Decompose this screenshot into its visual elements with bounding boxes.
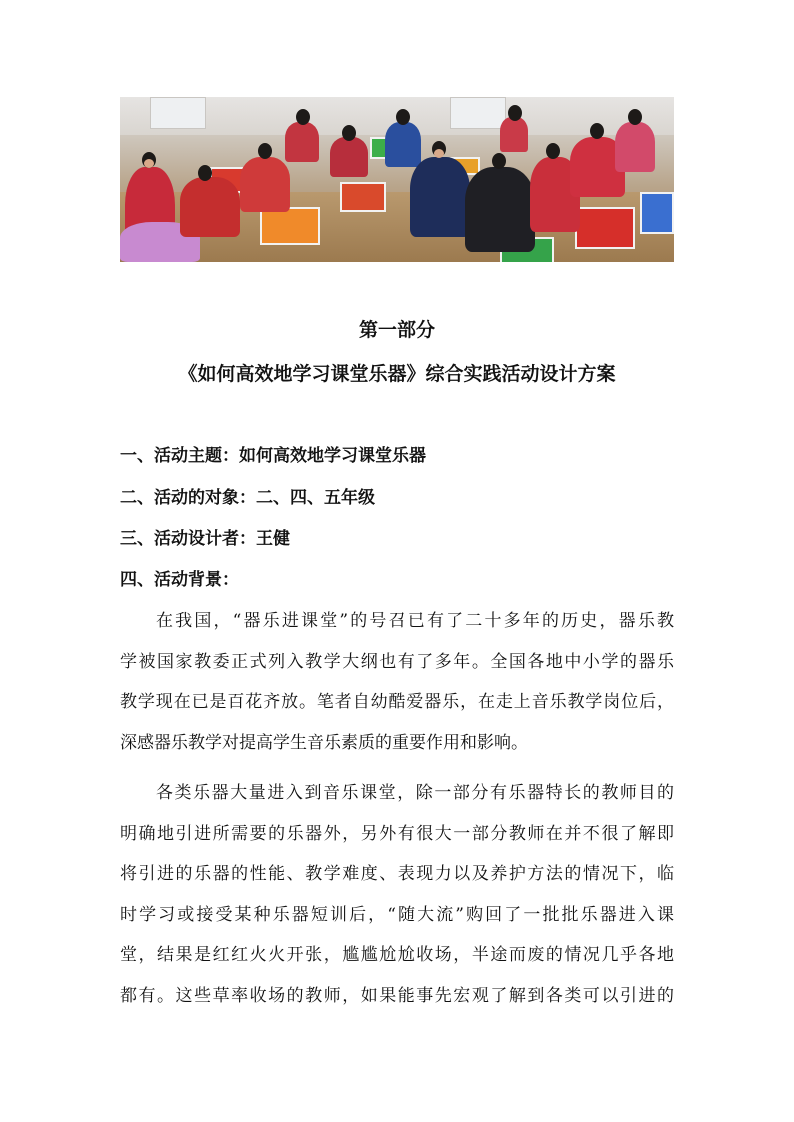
photo-student (615, 122, 655, 172)
photo-head (628, 109, 642, 125)
paragraph-line: 各类乐器大量进入到音乐课堂，除一部分有乐器特长的教师目的 (156, 783, 674, 803)
paragraph-line: 教学现在已是百花齐放。笔者自幼酷爱器乐，在走上音乐教学岗位后， (120, 692, 674, 712)
photo-student (330, 137, 368, 177)
background-paragraph-2 (120, 773, 674, 1016)
photo-window (150, 97, 206, 129)
photo-student (385, 122, 421, 167)
background-paragraph-1 (120, 601, 674, 763)
activity-designer: 三、活动设计者：王健 (120, 529, 290, 549)
photo-student (500, 117, 528, 152)
photo-student (240, 157, 290, 212)
photo-student (465, 167, 535, 252)
paragraph-line: 将引进的乐器的性能、教学难度、表现力以及养护方法的情况下，临 (120, 864, 674, 884)
photo-box (260, 207, 320, 245)
paragraph-line: 时学习或接受某种乐器短训后，“随大流”购回了一批批乐器进入课 (120, 904, 674, 925)
activity-theme: 一、活动主题：如何高效地学习课堂乐器 (120, 446, 426, 466)
photo-head (508, 105, 522, 121)
document-title: 《如何高效地学习课堂乐器》综合实践活动设计方案 (178, 363, 616, 385)
photo-box (640, 192, 674, 234)
photo-student (285, 122, 319, 162)
paragraph-line: 深感器乐教学对提高学生音乐素质的重要作用和影响。 (120, 732, 528, 753)
photo-head (590, 123, 604, 139)
photo-box (340, 182, 386, 212)
paragraph-line: 都有。这些草率收场的教师，如果能事先宏观了解到各类可以引进的 (120, 985, 674, 1006)
photo-head (396, 109, 410, 125)
photo-window (450, 97, 506, 129)
activity-background-heading: 四、活动背景： (120, 570, 239, 590)
photo-head (546, 143, 560, 159)
photo-face (434, 149, 444, 158)
activity-target: 二、活动的对象：二、四、五年级 (120, 488, 375, 508)
photo-head (258, 143, 272, 159)
photo-student (180, 177, 240, 237)
paragraph-line: 明确地引进所需要的乐器外，另外有很大一部分教师在并不很了解即 (120, 823, 674, 844)
paragraph-line: 学被国家教委正式列入教学大纲也有了多年。全国各地中小学的器乐 (120, 651, 674, 672)
photo-face (144, 159, 154, 168)
paragraph-line: 堂，结果是红红火火开张，尴尴尬尬收场，半途而废的情况几乎各地 (120, 945, 674, 965)
paragraph-line: 在我国，“器乐进课堂”的号召已有了二十多年的历史，器乐教 (156, 611, 674, 631)
photo-head (296, 109, 310, 125)
photo-head (342, 125, 356, 141)
photo-box (575, 207, 635, 249)
classroom-photo (120, 97, 674, 262)
photo-head (198, 165, 212, 181)
photo-student (410, 157, 470, 237)
part-heading: 第一部分 (358, 319, 435, 341)
photo-head (492, 153, 506, 169)
